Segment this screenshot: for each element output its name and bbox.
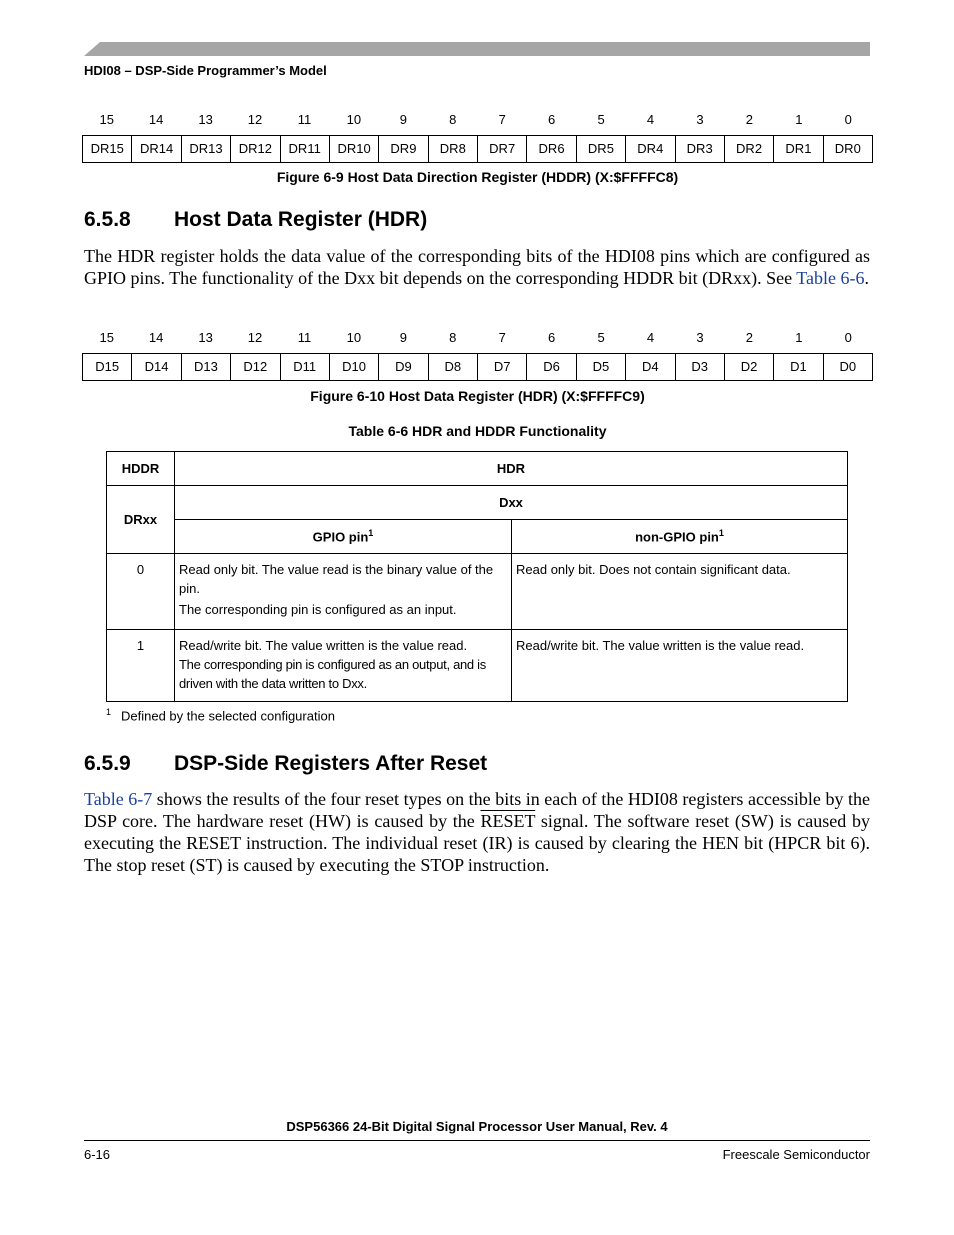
register-field: D3 xyxy=(675,354,724,380)
register-field: D15 xyxy=(95,359,120,374)
bit-number: 6 xyxy=(548,112,556,127)
page-number: 6-16 xyxy=(84,1147,111,1162)
hdr-hddr-table xyxy=(106,451,848,702)
register-field: D0 xyxy=(823,354,872,380)
bit-number: 13 xyxy=(198,330,213,345)
bit-number: 4 xyxy=(646,112,655,127)
register-field: DR12 xyxy=(230,136,279,162)
non-gpio-cell: Read only bit. Does not contain significant data. xyxy=(512,554,848,630)
dxx-header: Dxx xyxy=(175,486,848,520)
section-number: 6.5.9 xyxy=(84,752,131,775)
bit-number: 12 xyxy=(247,330,263,345)
register-field: D1 xyxy=(773,354,822,380)
bit-number: 0 xyxy=(844,330,852,345)
running-head: HDI08 – DSP-Side Programmer’s Model xyxy=(84,63,327,78)
register-field: DR10 xyxy=(329,136,378,162)
register-field: D13 xyxy=(181,354,230,380)
hdr-register xyxy=(82,353,873,381)
publisher: Freescale Semiconductor xyxy=(722,1147,870,1162)
register-field: DR13 xyxy=(181,136,230,162)
register-field: D6 xyxy=(526,354,575,380)
bit-number: 2 xyxy=(745,112,754,127)
bit-number: 0 xyxy=(844,112,852,127)
gpio-cell: Read only bit. The value read is the binary value of the pin. The corresponding pin is configured as an input. xyxy=(175,554,512,630)
gpio-header: GPIO pin$^1$ xyxy=(175,520,512,554)
hdr-description xyxy=(84,245,870,289)
reset-signal: RESET xyxy=(480,811,536,831)
register-field: DR9 xyxy=(378,136,427,162)
bit-number: 9 xyxy=(399,112,407,127)
bit-number: 11 xyxy=(297,330,312,345)
hddr-header: HDDR xyxy=(107,452,175,486)
register-field: D2 xyxy=(724,354,773,380)
figure-6-10-caption: Figure 6-10 Host Data Register (HDR) (X:$FFFFC9) xyxy=(310,388,645,404)
register-field: DR7 xyxy=(477,136,526,162)
register-field: DR0 xyxy=(823,136,872,162)
bit-number: 1 xyxy=(795,330,803,345)
register-field: D4 xyxy=(625,354,674,380)
bit-number: 5 xyxy=(597,112,605,127)
register-field: DR15 xyxy=(90,141,124,156)
table-6-6-link[interactable]: Table 6-6 xyxy=(796,268,865,288)
table-row xyxy=(107,554,848,630)
bit-number: 2 xyxy=(745,330,754,345)
register-field: DR14 xyxy=(131,136,180,162)
non-gpio-header: non-GPIO pin$^1$ xyxy=(512,520,848,554)
bit-number: 10 xyxy=(346,330,362,345)
register-field: DR8 xyxy=(428,136,477,162)
section-title: Host Data Register (HDR) xyxy=(174,208,428,231)
bit-number: 9 xyxy=(399,330,407,345)
drxx-header: DRxx xyxy=(107,486,175,554)
bit-number: 8 xyxy=(449,112,457,127)
bit-number: 7 xyxy=(498,330,506,345)
register-field: DR11 xyxy=(280,136,329,162)
para-end: . xyxy=(864,268,869,288)
table-footnote: $^1$ Defined by the selected configuration xyxy=(106,707,335,724)
figure-6-9-caption: Figure 6-9 Host Data Direction Register (HDDR) (X:$FFFFC8) xyxy=(276,169,679,185)
reset-description xyxy=(84,788,870,876)
register-field: DR6 xyxy=(526,136,575,162)
register-field: D12 xyxy=(230,354,279,380)
register-field: D5 xyxy=(576,354,625,380)
gpio-cell: Read/write bit. The value written is the value read. The corresponding pin is configured as an output, and is driven with the data written to Dxx. xyxy=(175,630,512,702)
header-bar xyxy=(84,42,870,56)
register-field: DR1 xyxy=(773,136,822,162)
footer-rule xyxy=(84,1140,870,1141)
register-field: D14 xyxy=(131,354,180,380)
bit-number: 12 xyxy=(247,112,263,127)
register-field: D7 xyxy=(477,354,526,380)
register-field: DR5 xyxy=(576,136,625,162)
bit-number: 8 xyxy=(449,330,457,345)
section-title: DSP-Side Registers After Reset xyxy=(174,752,488,775)
register-field: DR3 xyxy=(675,136,724,162)
table-6-7-link[interactable]: Table 6-7 xyxy=(84,789,153,809)
bit-number: 3 xyxy=(696,112,704,127)
bit-number: 3 xyxy=(696,330,704,345)
bit-number: 10 xyxy=(346,112,362,127)
bit-number: 15 xyxy=(99,112,114,127)
section-number: 6.5.8 xyxy=(84,208,131,231)
bit-number: 13 xyxy=(198,112,213,127)
bit-number: 6 xyxy=(548,330,556,345)
register-field: D8 xyxy=(428,354,477,380)
register-field: DR4 xyxy=(625,136,674,162)
bit-number: 11 xyxy=(297,112,312,127)
bit-number: 7 xyxy=(498,112,506,127)
hddr-register xyxy=(82,135,873,163)
table-row xyxy=(107,630,848,702)
hddr-bit-numbers xyxy=(82,112,873,127)
para-text: The HDR register holds the data value of the corresponding bits of the HDI08 pins which are configured as GPIO pins. The functionality of the Dxx bit depends on the corresponding HDDR bit (DRxx). See xyxy=(84,246,870,288)
section-6-5-8-heading xyxy=(84,208,427,232)
hdr-header: HDR xyxy=(175,452,848,486)
register-field: DR2 xyxy=(724,136,773,162)
bit-number: 1 xyxy=(795,112,803,127)
footer-title: DSP56366 24-Bit Digital Signal Processor User Manual, Rev. 4 xyxy=(286,1119,668,1134)
bit-number: 15 xyxy=(99,330,114,345)
register-field: D11 xyxy=(280,354,329,380)
table-6-6-title: Table 6-6 HDR and HDDR Functionality xyxy=(348,423,607,439)
section-6-5-9-heading xyxy=(84,752,487,776)
hdr-bit-numbers xyxy=(82,330,873,345)
bit-number: 4 xyxy=(646,330,655,345)
bit-number: 5 xyxy=(597,330,605,345)
para-text: signal. The software reset (SW) is caused by executing the RESET instruction. The individual reset (IR) is caused by clearing the HEN bit (HPCR bit 6). The stop reset (ST) is caused by executing the STOP instruction. xyxy=(84,811,870,875)
register-field: D9 xyxy=(378,354,427,380)
bit-number: 14 xyxy=(148,330,164,345)
non-gpio-cell: Read/write bit. The value written is the value read. xyxy=(512,630,848,702)
drxx-value: 1 xyxy=(107,630,175,702)
bit-number: 14 xyxy=(148,112,164,127)
drxx-value: 0 xyxy=(107,554,175,630)
para-text: shows the results of the four reset types on the bits in each of the HDI08 registers accessible by the DSP core. The hardware reset (HW) is caused by the xyxy=(84,789,870,831)
register-field: D10 xyxy=(329,354,378,380)
